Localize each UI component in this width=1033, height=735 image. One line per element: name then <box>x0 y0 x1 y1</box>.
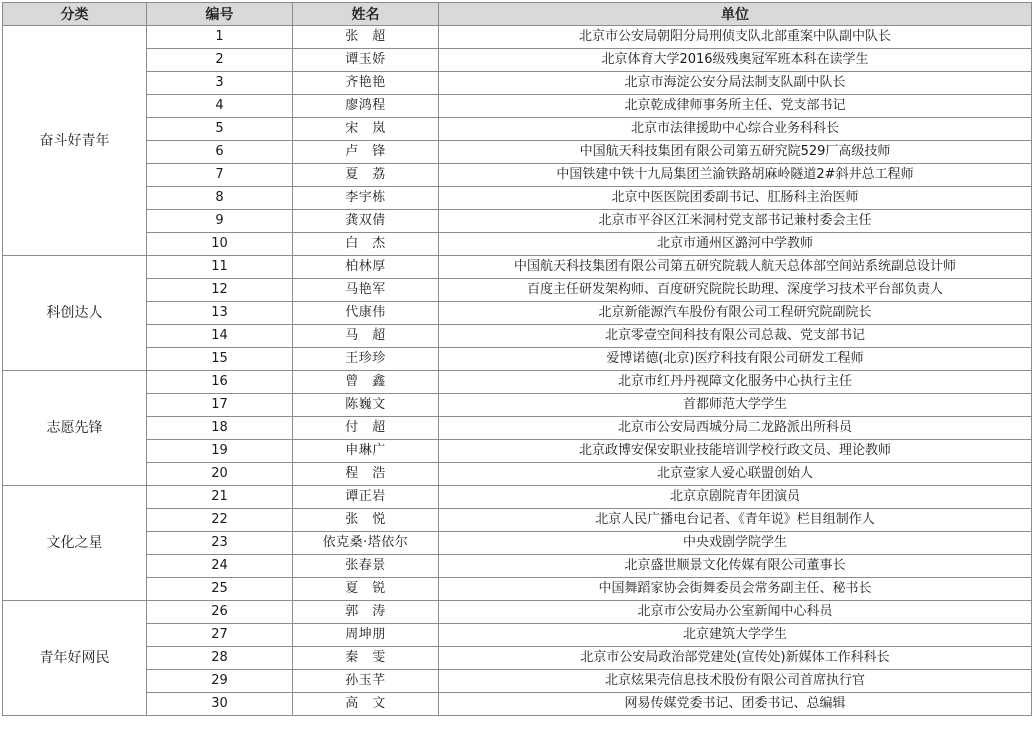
name-cell: 陈巍文 <box>293 394 439 417</box>
unit-cell: 北京体育大学2016级残奥冠军班本科在读学生 <box>439 49 1032 72</box>
table-row <box>3 210 1032 233</box>
unit-cell: 中国航天科技集团有限公司第五研究院载人航天总体部空间站系统副总设计师 <box>439 256 1032 279</box>
number-cell: 19 <box>147 440 293 463</box>
unit-cell: 北京市通州区潞河中学教师 <box>439 233 1032 256</box>
unit-cell: 北京市公安局办公室新闻中心科员 <box>439 601 1032 624</box>
name-cell: 夏 荔 <box>293 164 439 187</box>
name-cell: 谭正岩 <box>293 486 439 509</box>
table-row <box>3 141 1032 164</box>
unit-cell: 北京盛世顺景文化传媒有限公司董事长 <box>439 555 1032 578</box>
number-cell: 3 <box>147 72 293 95</box>
roster-table <box>2 2 1032 716</box>
table-row <box>3 394 1032 417</box>
unit-cell: 北京政博安保安职业技能培训学校行政文员、理论教师 <box>439 440 1032 463</box>
table-row <box>3 49 1032 72</box>
table-row <box>3 578 1032 601</box>
category-cell: 志愿先锋 <box>3 371 147 486</box>
unit-cell: 北京人民广播电台记者、《青年说》栏目组制作人 <box>439 509 1032 532</box>
number-cell: 25 <box>147 578 293 601</box>
name-cell: 谭玉娇 <box>293 49 439 72</box>
table-body <box>3 26 1032 716</box>
unit-cell: 北京零壹空间科技有限公司总裁、党支部书记 <box>439 325 1032 348</box>
number-cell: 28 <box>147 647 293 670</box>
category-cell: 奋斗好青年 <box>3 26 147 256</box>
number-cell: 29 <box>147 670 293 693</box>
table-row <box>3 463 1032 486</box>
name-cell: 高 文 <box>293 693 439 716</box>
number-cell: 7 <box>147 164 293 187</box>
name-cell: 廖鸿程 <box>293 95 439 118</box>
unit-cell: 北京市公安局西城分局二龙路派出所科员 <box>439 417 1032 440</box>
table-row <box>3 532 1032 555</box>
name-cell: 龚双倩 <box>293 210 439 233</box>
table-row <box>3 647 1032 670</box>
number-cell: 15 <box>147 348 293 371</box>
unit-cell: 北京建筑大学学生 <box>439 624 1032 647</box>
name-cell: 卢 锋 <box>293 141 439 164</box>
number-cell: 30 <box>147 693 293 716</box>
table-row <box>3 187 1032 210</box>
name-cell: 曾 鑫 <box>293 371 439 394</box>
name-cell: 张 悦 <box>293 509 439 532</box>
name-cell: 马 超 <box>293 325 439 348</box>
table-row <box>3 118 1032 141</box>
unit-cell: 北京中医医院团委副书记、肛肠科主治医师 <box>439 187 1032 210</box>
number-cell: 12 <box>147 279 293 302</box>
table-row <box>3 371 1032 394</box>
name-cell: 孙玉芊 <box>293 670 439 693</box>
unit-cell: 北京京剧院青年团演员 <box>439 486 1032 509</box>
number-cell: 26 <box>147 601 293 624</box>
name-cell: 白 杰 <box>293 233 439 256</box>
number-cell: 22 <box>147 509 293 532</box>
name-cell: 程 浩 <box>293 463 439 486</box>
table-row <box>3 26 1032 49</box>
table-row <box>3 233 1032 256</box>
unit-cell: 北京市法律援助中心综合业务科科长 <box>439 118 1032 141</box>
table-row <box>3 302 1032 325</box>
table-row <box>3 693 1032 716</box>
unit-cell: 北京市公安局朝阳分局刑侦支队北部重案中队副中队长 <box>439 26 1032 49</box>
number-cell: 4 <box>147 95 293 118</box>
table-row <box>3 348 1032 371</box>
unit-cell: 北京炫果壳信息技术股份有限公司首席执行官 <box>439 670 1032 693</box>
table-header <box>3 3 1032 26</box>
name-cell: 周坤朋 <box>293 624 439 647</box>
name-cell: 马艳军 <box>293 279 439 302</box>
unit-cell: 北京市平谷区江米洞村党支部书记兼村委会主任 <box>439 210 1032 233</box>
table-row <box>3 279 1032 302</box>
number-cell: 14 <box>147 325 293 348</box>
name-cell: 秦 雯 <box>293 647 439 670</box>
category-cell: 科创达人 <box>3 256 147 371</box>
number-cell: 23 <box>147 532 293 555</box>
table-row <box>3 486 1032 509</box>
name-cell: 依克桑·塔依尔 <box>293 532 439 555</box>
unit-cell: 中央戏剧学院学生 <box>439 532 1032 555</box>
name-cell: 代康伟 <box>293 302 439 325</box>
number-cell: 18 <box>147 417 293 440</box>
unit-cell: 北京市公安局政治部党建处(宣传处)新媒体工作科科长 <box>439 647 1032 670</box>
table-row <box>3 509 1032 532</box>
number-cell: 5 <box>147 118 293 141</box>
header-name: 姓名 <box>293 3 439 26</box>
name-cell: 柏林厚 <box>293 256 439 279</box>
name-cell: 郭 涛 <box>293 601 439 624</box>
table-row <box>3 256 1032 279</box>
unit-cell: 百度主任研发架构师、百度研究院院长助理、深度学习技术平台部负责人 <box>439 279 1032 302</box>
number-cell: 17 <box>147 394 293 417</box>
name-cell: 张春景 <box>293 555 439 578</box>
table-row <box>3 95 1032 118</box>
category-cell: 青年好网民 <box>3 601 147 716</box>
unit-cell: 网易传媒党委书记、团委书记、总编辑 <box>439 693 1032 716</box>
table-row <box>3 72 1032 95</box>
unit-cell: 中国舞蹈家协会街舞委员会常务副主任、秘书长 <box>439 578 1032 601</box>
unit-cell: 北京新能源汽车股份有限公司工程研究院副院长 <box>439 302 1032 325</box>
table-row <box>3 440 1032 463</box>
header-category: 分类 <box>3 3 147 26</box>
unit-cell: 中国铁建中铁十九局集团兰渝铁路胡麻岭隧道2#斜井总工程师 <box>439 164 1032 187</box>
number-cell: 20 <box>147 463 293 486</box>
number-cell: 2 <box>147 49 293 72</box>
unit-cell: 北京乾成律师事务所主任、党支部书记 <box>439 95 1032 118</box>
name-cell: 宋 岚 <box>293 118 439 141</box>
number-cell: 13 <box>147 302 293 325</box>
number-cell: 16 <box>147 371 293 394</box>
name-cell: 齐艳艳 <box>293 72 439 95</box>
table-row <box>3 325 1032 348</box>
unit-cell: 北京市海淀公安分局法制支队副中队长 <box>439 72 1032 95</box>
number-cell: 1 <box>147 26 293 49</box>
name-cell: 付 超 <box>293 417 439 440</box>
table-row <box>3 164 1032 187</box>
name-cell: 张 超 <box>293 26 439 49</box>
unit-cell: 爱博诺德(北京)医疗科技有限公司研发工程师 <box>439 348 1032 371</box>
header-row <box>3 3 1032 26</box>
table-row <box>3 555 1032 578</box>
unit-cell: 北京市红丹丹视障文化服务中心执行主任 <box>439 371 1032 394</box>
unit-cell: 首都师范大学学生 <box>439 394 1032 417</box>
name-cell: 夏 锐 <box>293 578 439 601</box>
name-cell: 李宇栋 <box>293 187 439 210</box>
unit-cell: 中国航天科技集团有限公司第五研究院529厂高级技师 <box>439 141 1032 164</box>
table-row <box>3 601 1032 624</box>
header-number: 编号 <box>147 3 293 26</box>
name-cell: 王珍珍 <box>293 348 439 371</box>
name-cell: 申琳广 <box>293 440 439 463</box>
number-cell: 9 <box>147 210 293 233</box>
number-cell: 24 <box>147 555 293 578</box>
category-cell: 文化之星 <box>3 486 147 601</box>
number-cell: 8 <box>147 187 293 210</box>
unit-cell: 北京壹家人爱心联盟创始人 <box>439 463 1032 486</box>
number-cell: 27 <box>147 624 293 647</box>
number-cell: 6 <box>147 141 293 164</box>
number-cell: 10 <box>147 233 293 256</box>
table-row <box>3 670 1032 693</box>
number-cell: 21 <box>147 486 293 509</box>
table-row <box>3 417 1032 440</box>
number-cell: 11 <box>147 256 293 279</box>
table-row <box>3 624 1032 647</box>
header-unit: 单位 <box>439 3 1032 26</box>
